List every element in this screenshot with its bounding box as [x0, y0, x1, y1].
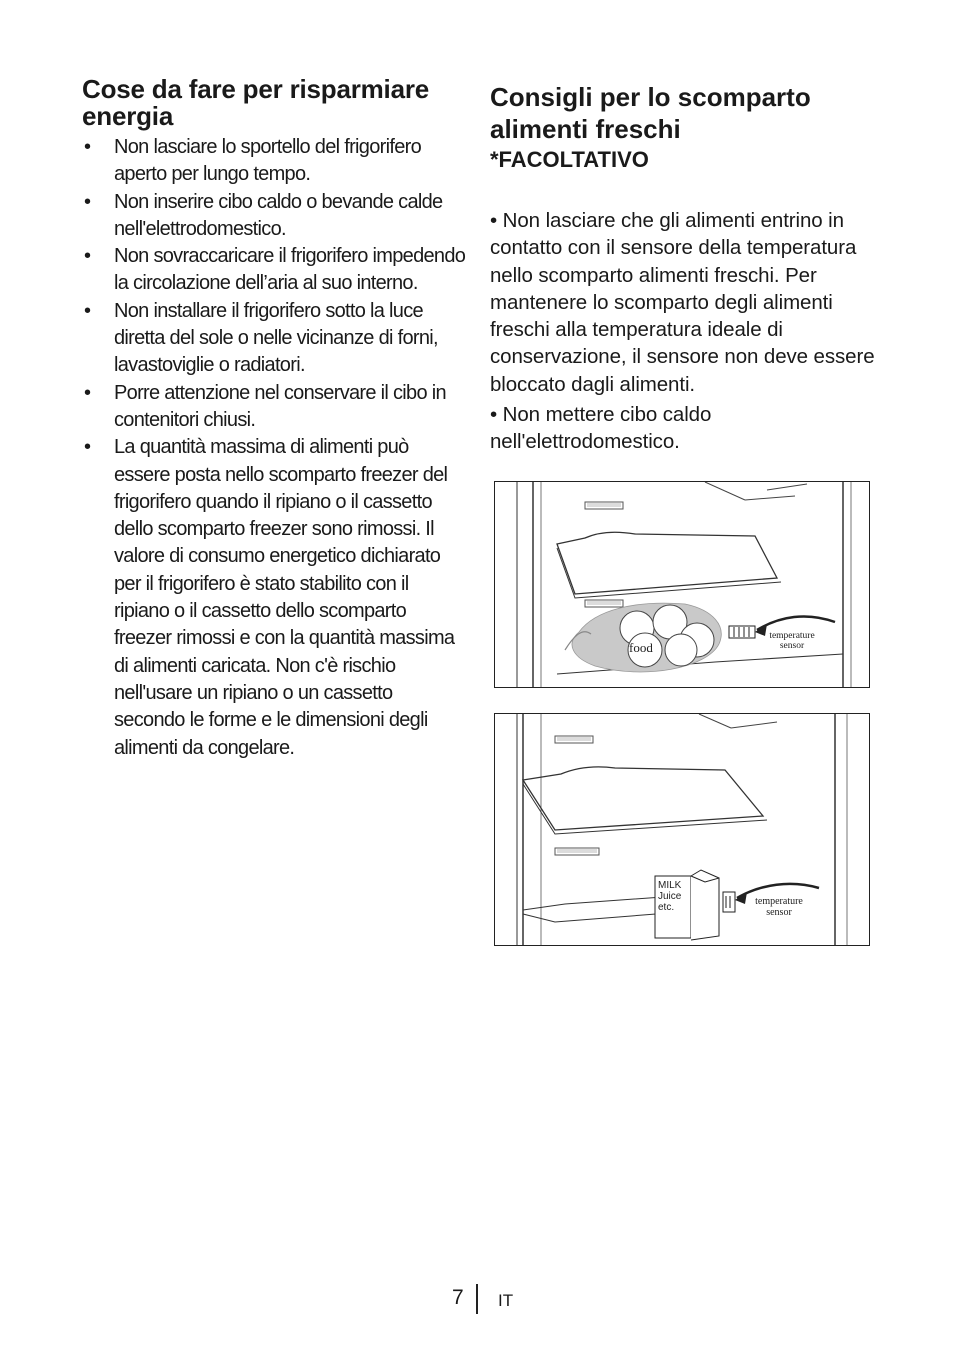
list-item	[82, 189, 467, 244]
optional-subheading: *FACOLTATIVO	[490, 147, 649, 172]
list-item-text: Non inserire cibo caldo o bevande calde nell'elettrodomestico.	[114, 190, 443, 240]
list-item	[82, 134, 467, 189]
list-item-text: Porre attenzione nel conservare il cibo in contenitori chiusi.	[114, 381, 446, 431]
page-number: 7	[452, 1286, 464, 1309]
sensor-label-line1: temperature	[755, 896, 803, 907]
bullet-icon: •	[84, 436, 91, 459]
list-item-text: Non installare il frigorifero sotto la luce diretta del sole o nelle vicinanze di forni, lavastoviglie o radiatori.	[114, 299, 438, 377]
bullet-icon: •	[84, 190, 91, 213]
sensor-tip-paragraph: • Non lasciare che gli alimenti entrino in contatto con il sensore della temperatura nello scomparto alimenti freschi. Per mantenere lo scomparto degli alimenti freschi alla temperatura ideale di conservazione, il sensore non deve essere bloccato dagli alimenti.	[490, 209, 875, 396]
bullet-icon: •	[84, 245, 91, 268]
list-item	[82, 380, 467, 435]
carton-label-line3: etc.	[658, 902, 675, 913]
language-code: IT	[498, 1291, 514, 1310]
carton-label-line1: MILK	[658, 880, 682, 891]
right-section-heading: Consigli per lo scomparto alimenti freschi	[490, 82, 811, 144]
sensor-label-line2: sensor	[779, 641, 805, 651]
energy-tips-list	[82, 134, 467, 762]
sensor-label-line1: temperature	[769, 631, 815, 641]
list-item	[82, 298, 467, 380]
bullet-icon: •	[84, 136, 91, 158]
bullet-icon: •	[84, 381, 91, 404]
carton-label-line2: Juice	[658, 891, 682, 902]
hot-food-tip-paragraph: • Non mettere cibo caldo nell'elettrodomestico.	[490, 403, 712, 454]
list-item	[82, 243, 467, 298]
sensor-label-line2: sensor	[766, 907, 792, 918]
list-item-text: Non lasciare lo sportello del frigorifero aperto per lungo tempo.	[114, 136, 422, 186]
list-item-text: Non sovraccaricare il frigorifero impedendo la circolazione dell’aria al suo interno.	[114, 245, 466, 295]
list-item	[82, 434, 467, 762]
left-section-heading: Cose da fare per risparmiare energia	[82, 74, 430, 131]
bullet-icon: •	[84, 299, 91, 322]
footer-divider	[476, 1284, 478, 1314]
fridge-carton-illustration	[494, 713, 870, 946]
food-label: food	[629, 640, 653, 655]
list-item-text: La quantità massima di alimenti può essere posta nello scomparto freezer del frigorifero quando il ripiano o il cassetto dello scomparto freezer sono rimossi. Il valore di consumo energetico dichiarato per il frigorifero è stato stabilito con il ripiano o il cassetto dello scomparto freezer rimossi e con la quantità massima di alimenti caricata. Non c'è rischio nell'usare un ripiano o un cassetto secondo le forme e le dimensioni degli alimenti da congelare.	[114, 436, 455, 759]
fridge-food-illustration	[494, 481, 870, 688]
